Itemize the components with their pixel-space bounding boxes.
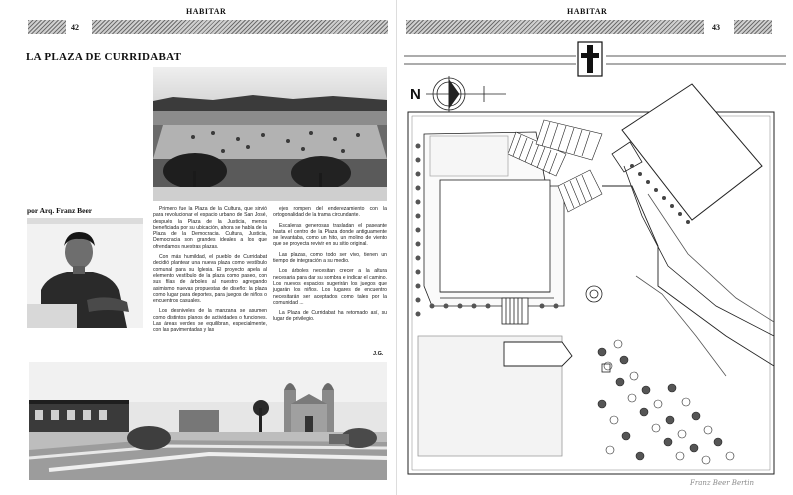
column-2-paragraph-5: La Plaza de Curridabat ha retomado así, su lugar de privilegio. <box>273 310 387 323</box>
church-plaza-photo-graphic <box>29 362 387 480</box>
north-arrow-icon <box>426 76 506 112</box>
plaza-crowd-photo <box>153 67 387 201</box>
article-column-2 <box>273 206 387 327</box>
column-2-paragraph-2: Escaleras generosas trasladan el paseante hasta el centro de la Plaza donde antiguamente se levantaba, como un hito, un molino de viento que se proyecta revivir en su sitio original. <box>273 222 387 248</box>
architect-signature: Franz Beer Bertin <box>690 479 754 487</box>
north-label: N <box>410 86 421 103</box>
right-header-bar-left <box>406 20 704 34</box>
author-portrait-photo <box>27 218 143 328</box>
column-2-paragraph-1: ejes rompen del enderezamiento con la ortogonalidad de la trama circundante. <box>273 206 387 219</box>
column-1-paragraph-1: Primero fue la Plaza de la Cultura, que sirvió para revolucionar el espacio urbano de San José, después la Plaza de la Justicia, menos beneficiada por su ubicación, ahora se habla de la Plaza de la Democracia. Cultura, Justicia, Democracia son grandes ideales a los que ofrendamos nuestras plazas. <box>153 206 267 250</box>
church-building <box>622 84 762 220</box>
right-header-bar-right <box>734 20 772 34</box>
column-2-paragraph-4: Los árboles necesitan crecer a la altura necesaria para dar su sombra e indicar el camino. Los nuevos espacios sugerirán los juegos que jugarán los niños. Los lugares de encuentro necesitarán ser aceptados como tales por la comunidad ... <box>273 268 387 306</box>
left-header-bar-right <box>92 20 388 34</box>
tree-grove <box>598 340 734 464</box>
church-cross-icon <box>578 42 602 76</box>
left-page-number: 42 <box>71 23 79 32</box>
column-1-paragraph-3: Los desniveles de la manzana se asumen como distintos planos de actividades o funciones. Las áreas verdes se equilibran, especialmente, con las pavimentadas y las <box>153 308 267 334</box>
kiosk-platform <box>504 342 572 366</box>
plaza-crowd-photo-graphic <box>153 67 387 201</box>
right-running-header: HABITAR <box>567 7 608 16</box>
column-1-paragraph-2: Con más humildad, el pueblo de Curridabat decidió plantear una nueva plaza como vestíbulo comunal para su Iglesia. El proyecto apela al elemento vestíbulo de la plaza como paseo, con sus filas de árboles al nuestro agregando asimismo nuevas propuestas de diseño: la plaza como lugar para deportes, para juegos de niños o encuentros casuales. <box>153 254 267 305</box>
windmill-site <box>586 286 602 302</box>
church-plaza-photo <box>29 362 387 480</box>
left-running-header: HABITAR <box>186 7 227 16</box>
article-initials: J.G. <box>373 351 384 357</box>
front-stairs <box>502 298 528 324</box>
author-portrait-graphic <box>27 218 143 328</box>
left-header-bar-left <box>28 20 66 34</box>
article-author: por Arq. Franz Beer <box>27 206 93 215</box>
column-2-paragraph-3: Las plazas, como todo ser vivo, tienen un tiempo de integración a su medio. <box>273 251 387 265</box>
right-page-number: 43 <box>712 23 720 32</box>
site-plan-drawing <box>396 36 793 481</box>
article-title: LA PLAZA DE CURRIDABAT <box>26 51 182 63</box>
article-column-1 <box>153 206 267 338</box>
